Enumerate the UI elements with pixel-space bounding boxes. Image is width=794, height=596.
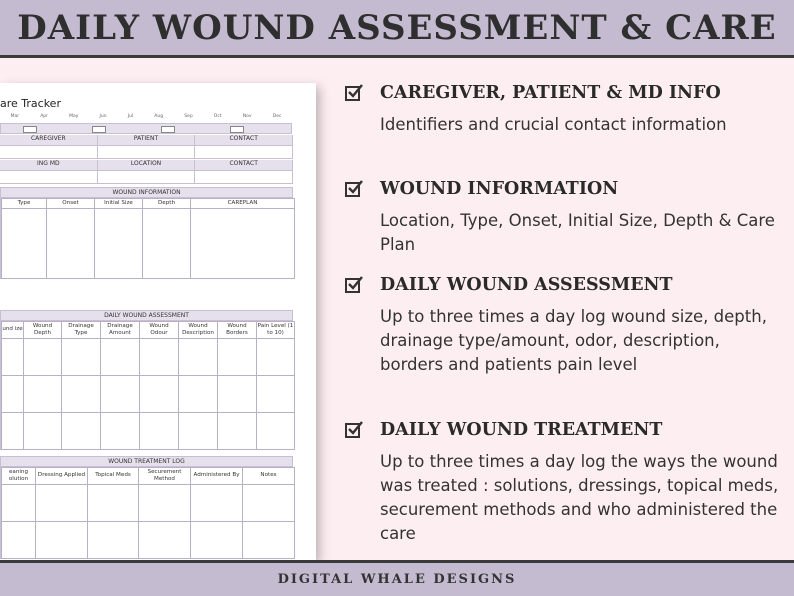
- wound-information-bar: WOUND INFORMATION: [0, 187, 293, 198]
- month-label: May: [69, 114, 79, 119]
- treatment-log-bar: WOUND TREATMENT LOG: [0, 456, 293, 467]
- wound-information-table: [0, 198, 293, 279]
- column-header: Notes: [243, 468, 295, 485]
- month-label: Jun: [99, 114, 107, 119]
- location-label: LOCATION: [98, 160, 196, 170]
- footer-banner: [0, 560, 794, 596]
- column-header: Topical Meds: [88, 468, 139, 485]
- month-label: Oct: [213, 114, 222, 119]
- contact-header-row-2: [0, 160, 293, 171]
- page-title: DAILY WOUND ASSESSMENT & CARE: [17, 7, 777, 48]
- column-header: Dressing Applied: [36, 468, 88, 485]
- tracker-sheet-preview: [0, 83, 316, 560]
- month-label: Dec: [272, 114, 282, 119]
- caregiver-label: CAREGIVER: [0, 135, 98, 145]
- column-header: Wound Description: [179, 322, 218, 339]
- brand-name: DIGITAL WHALE DESIGNS: [277, 572, 517, 587]
- column-header: Securement Method: [139, 468, 191, 485]
- patient-label: PATIENT: [98, 135, 196, 145]
- column-header: Wound Borders: [218, 322, 257, 339]
- contact-header-row-1: [0, 135, 293, 146]
- checkbox-checked-icon: [345, 83, 363, 101]
- feature-title: WOUND INFORMATION: [380, 179, 619, 199]
- blank-cell: [195, 146, 293, 158]
- header-banner: [0, 0, 794, 58]
- blank-cell: [98, 146, 196, 158]
- daily-assessment-table: [0, 321, 293, 450]
- sheet-title: are Tracker: [0, 97, 61, 110]
- column-header: Onset: [47, 199, 95, 209]
- month-label: Sep: [184, 114, 193, 119]
- checkbox-checked-icon: [345, 179, 363, 197]
- feature-description: Identifiers and crucial contact information: [380, 115, 727, 134]
- contact-label: CONTACT: [195, 160, 293, 170]
- column-header: Type: [2, 199, 47, 209]
- month-labels: [0, 114, 292, 122]
- column-header: Drainage Amount: [101, 322, 140, 339]
- content-area: [0, 61, 794, 560]
- column-header: und ize: [2, 322, 24, 339]
- blank-cell: [0, 146, 98, 158]
- column-header: Depth: [143, 199, 191, 209]
- month-checkbox: [230, 126, 244, 133]
- daily-assessment-bar: DAILY WOUND ASSESSMENT: [0, 310, 293, 321]
- month-checkbox-row: [0, 123, 292, 134]
- feature-description: Location, Type, Onset, Initial Size, Depth & Care Plan: [380, 211, 775, 254]
- feature-title: DAILY WOUND TREATMENT: [380, 420, 663, 440]
- month-label: Mar: [10, 114, 20, 119]
- treatment-log-table: [0, 467, 293, 559]
- feature-title: CAREGIVER, PATIENT & MD INFO: [380, 83, 721, 103]
- blank-cell: [98, 171, 196, 183]
- contact-label: CONTACT: [195, 135, 293, 145]
- column-header: eaning olution: [2, 468, 36, 485]
- blank-cell: [195, 171, 293, 183]
- feature-title: DAILY WOUND ASSESSMENT: [380, 275, 673, 295]
- md-label: ING MD: [0, 160, 98, 170]
- month-label: Jul: [127, 114, 134, 119]
- month-checkbox: [161, 126, 175, 133]
- month-label: Nov: [242, 114, 252, 119]
- month-checkbox: [23, 126, 37, 133]
- checkbox-checked-icon: [345, 275, 363, 293]
- month-label: Aug: [154, 114, 164, 119]
- month-checkbox: [92, 126, 106, 133]
- blank-cell: [0, 171, 98, 183]
- checkbox-checked-icon: [345, 420, 363, 438]
- feature-description: Up to three times a day log wound size, depth, drainage type/amount, odor, description, borders and patients pain level: [380, 307, 767, 374]
- column-header: Pain Level (1 to 10): [257, 322, 295, 339]
- column-header: CAREPLAN: [191, 199, 295, 209]
- column-header: Drainage Type: [62, 322, 101, 339]
- column-header: Wound Odour: [140, 322, 179, 339]
- month-label: Apr: [40, 114, 48, 119]
- contact-entry-row-2: [0, 171, 293, 184]
- column-header: Administered By: [191, 468, 243, 485]
- feature-description: Up to three times a day log the ways the wound was treated : solutions, dressings, topical meds, securement methods and who administered the care: [380, 452, 779, 543]
- column-header: Initial Size: [95, 199, 143, 209]
- column-header: Wound Depth: [24, 322, 62, 339]
- contact-entry-row-1: [0, 146, 293, 159]
